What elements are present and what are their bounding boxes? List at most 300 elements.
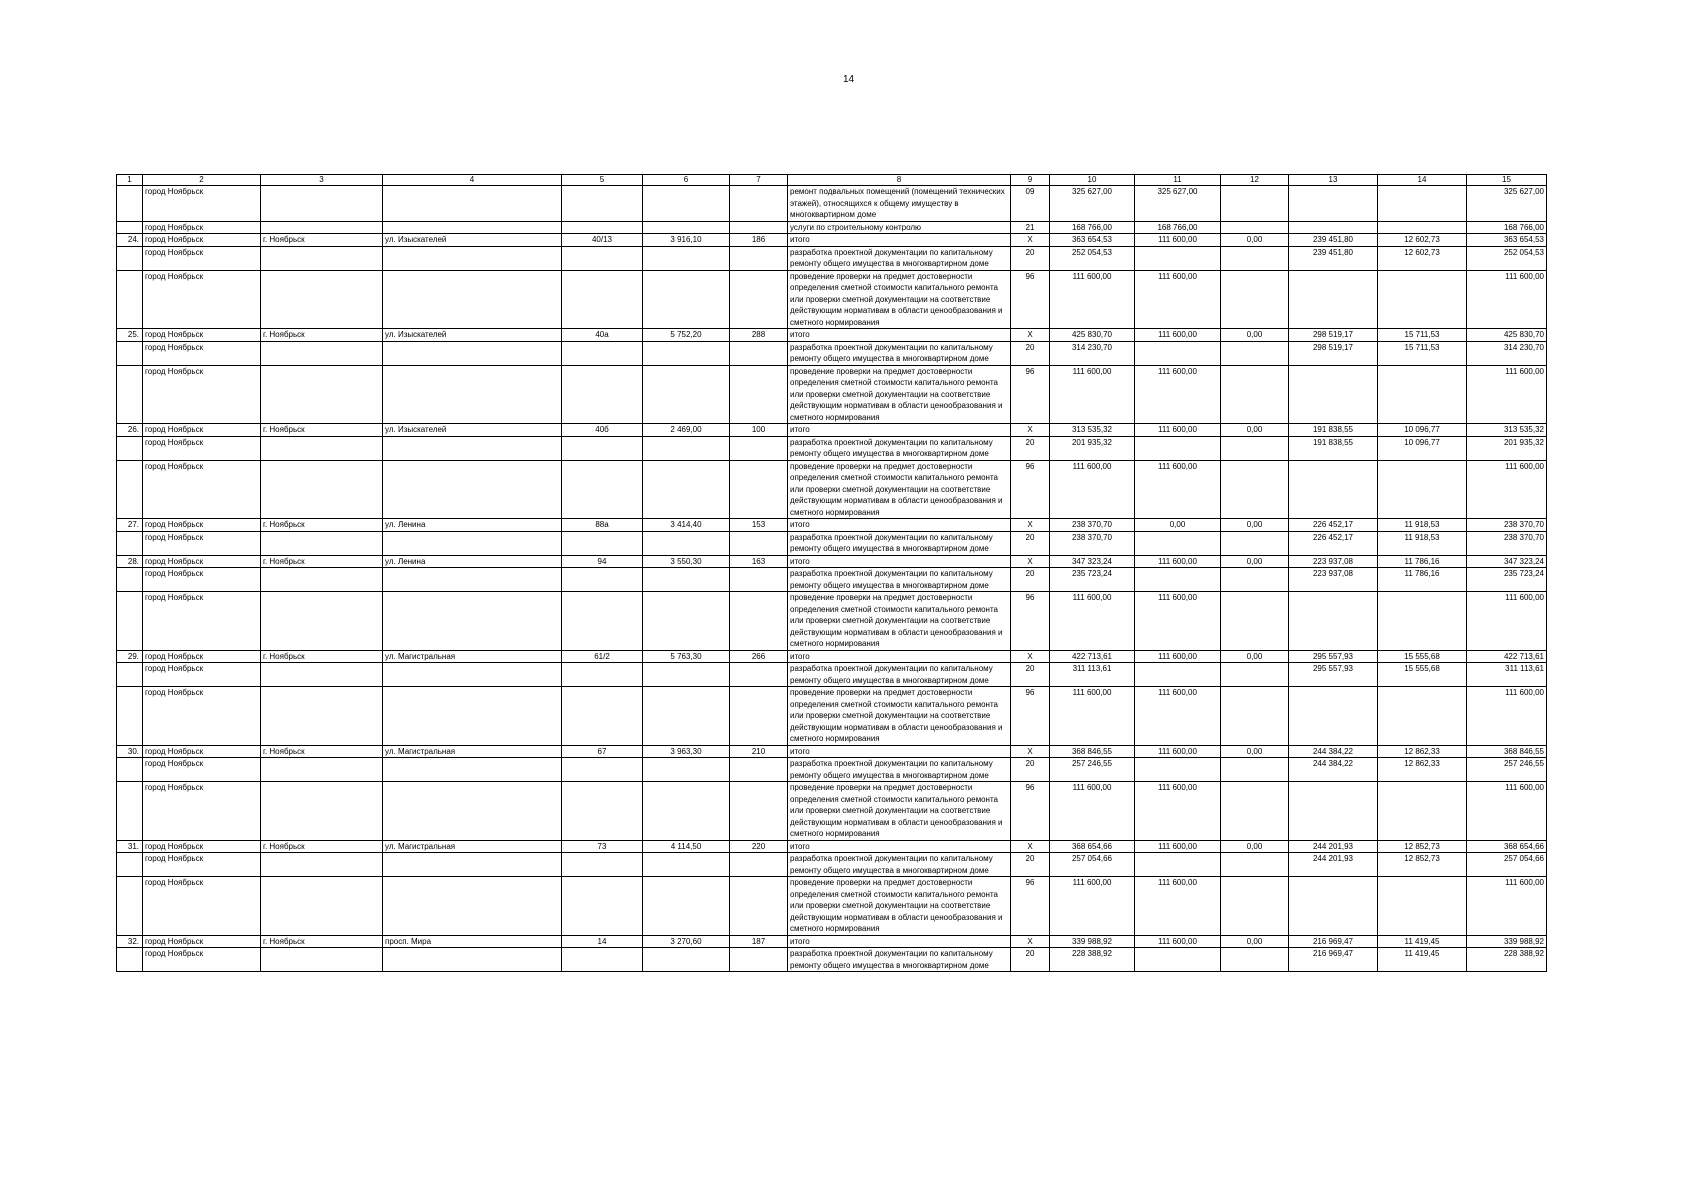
cell-house-number bbox=[562, 221, 643, 234]
cell-col12-value bbox=[1221, 758, 1289, 782]
cell-work-type: проведение проверки на предмет достоверности определения сметной стоимости капитального ремонта или проверки сметной документации на соответствие действующим нормативам в области ценообразования и сметного нормирования bbox=[788, 592, 1011, 651]
cell-col14-value bbox=[1378, 592, 1467, 651]
cell-col14-value bbox=[1378, 221, 1467, 234]
cell-col15-value: 238 370,70 bbox=[1467, 531, 1547, 555]
cell-col14-value bbox=[1378, 186, 1467, 222]
col-header: 11 bbox=[1135, 175, 1221, 186]
cell-col12-value: 0,00 bbox=[1221, 555, 1289, 568]
cell-col15-value: 425 830,70 bbox=[1467, 329, 1547, 342]
cell-municipality: город Ноябрьск bbox=[143, 935, 261, 948]
cell-col12-value: 0,00 bbox=[1221, 519, 1289, 532]
cell-col14-value bbox=[1378, 687, 1467, 746]
cell-col12-value: 0,00 bbox=[1221, 234, 1289, 247]
cell-col15-value: 201 935,32 bbox=[1467, 436, 1547, 460]
cell-municipality: город Ноябрьск bbox=[143, 234, 261, 247]
cell-row-number bbox=[117, 568, 143, 592]
cell-street bbox=[383, 341, 562, 365]
cell-street bbox=[383, 436, 562, 460]
cell-col14-value bbox=[1378, 782, 1467, 841]
cell-work-code: X bbox=[1011, 650, 1050, 663]
cell-col12-value bbox=[1221, 568, 1289, 592]
cell-total-area: 4 114,50 bbox=[643, 840, 730, 853]
cell-total-area: 3 550,30 bbox=[643, 555, 730, 568]
cell-col12-value bbox=[1221, 221, 1289, 234]
cell-total-area bbox=[643, 592, 730, 651]
cell-total-cost: 363 654,53 bbox=[1050, 234, 1135, 247]
cell-col12-value: 0,00 bbox=[1221, 650, 1289, 663]
cell-col11-value: 111 600,00 bbox=[1135, 650, 1221, 663]
cell-col15-value: 368 846,55 bbox=[1467, 745, 1547, 758]
cell-col12-value bbox=[1221, 663, 1289, 687]
cell-col11-value: 168 766,00 bbox=[1135, 221, 1221, 234]
col-header: 13 bbox=[1289, 175, 1378, 186]
cell-col14-value: 15 555,68 bbox=[1378, 663, 1467, 687]
cell-col15-value: 347 323,24 bbox=[1467, 555, 1547, 568]
cell-residents-count bbox=[730, 460, 788, 519]
cell-locality: г. Ноябрьск bbox=[261, 329, 383, 342]
col-header: 1 bbox=[117, 175, 143, 186]
cell-municipality: город Ноябрьск bbox=[143, 568, 261, 592]
cell-house-number bbox=[562, 948, 643, 972]
cell-residents-count: 100 bbox=[730, 424, 788, 437]
cell-row-number bbox=[117, 270, 143, 329]
cell-residents-count bbox=[730, 948, 788, 972]
cell-locality bbox=[261, 221, 383, 234]
cell-house-number: 61/2 bbox=[562, 650, 643, 663]
cell-residents-count: 288 bbox=[730, 329, 788, 342]
cell-street: ул. Изыскателей bbox=[383, 329, 562, 342]
cell-residents-count bbox=[730, 663, 788, 687]
cell-residents-count bbox=[730, 853, 788, 877]
cell-col11-value: 111 600,00 bbox=[1135, 270, 1221, 329]
capital-repair-table-wrapper bbox=[116, 174, 1547, 972]
cell-total-area bbox=[643, 568, 730, 592]
cell-total-cost: 311 113,61 bbox=[1050, 663, 1135, 687]
cell-total-cost: 368 654,66 bbox=[1050, 840, 1135, 853]
cell-col11-value: 111 600,00 bbox=[1135, 424, 1221, 437]
cell-locality bbox=[261, 592, 383, 651]
cell-col15-value: 111 600,00 bbox=[1467, 877, 1547, 936]
cell-residents-count bbox=[730, 592, 788, 651]
cell-work-type: итого bbox=[788, 745, 1011, 758]
cell-col14-value: 11 786,16 bbox=[1378, 555, 1467, 568]
col-header: 2 bbox=[143, 175, 261, 186]
cell-house-number: 14 bbox=[562, 935, 643, 948]
cell-municipality: город Ноябрьск bbox=[143, 877, 261, 936]
cell-house-number: 94 bbox=[562, 555, 643, 568]
cell-house-number bbox=[562, 365, 643, 424]
cell-work-code: 96 bbox=[1011, 782, 1050, 841]
cell-residents-count: 210 bbox=[730, 745, 788, 758]
cell-row-number bbox=[117, 663, 143, 687]
cell-residents-count: 153 bbox=[730, 519, 788, 532]
col-header: 15 bbox=[1467, 175, 1547, 186]
cell-total-cost: 339 988,92 bbox=[1050, 935, 1135, 948]
cell-street bbox=[383, 853, 562, 877]
capital-repair-table bbox=[116, 174, 1547, 972]
cell-col15-value: 311 113,61 bbox=[1467, 663, 1547, 687]
cell-col12-value bbox=[1221, 531, 1289, 555]
cell-work-code: X bbox=[1011, 329, 1050, 342]
cell-house-number bbox=[562, 460, 643, 519]
cell-work-code: X bbox=[1011, 840, 1050, 853]
cell-col13-value: 239 451,80 bbox=[1289, 234, 1378, 247]
cell-col14-value: 11 419,45 bbox=[1378, 935, 1467, 948]
cell-total-area: 2 469,00 bbox=[643, 424, 730, 437]
cell-col13-value: 223 937,08 bbox=[1289, 568, 1378, 592]
cell-col15-value: 257 246,55 bbox=[1467, 758, 1547, 782]
cell-work-code: 20 bbox=[1011, 758, 1050, 782]
cell-residents-count bbox=[730, 186, 788, 222]
table-row bbox=[117, 758, 1547, 782]
cell-total-cost: 314 230,70 bbox=[1050, 341, 1135, 365]
table-row bbox=[117, 341, 1547, 365]
cell-col12-value bbox=[1221, 853, 1289, 877]
cell-municipality: город Ноябрьск bbox=[143, 460, 261, 519]
cell-col11-value: 111 600,00 bbox=[1135, 592, 1221, 651]
cell-row-number bbox=[117, 592, 143, 651]
cell-col15-value: 313 535,32 bbox=[1467, 424, 1547, 437]
cell-col15-value: 111 600,00 bbox=[1467, 592, 1547, 651]
cell-col15-value: 325 627,00 bbox=[1467, 186, 1547, 222]
cell-total-cost: 111 600,00 bbox=[1050, 782, 1135, 841]
cell-row-number: 28. bbox=[117, 555, 143, 568]
cell-municipality: город Ноябрьск bbox=[143, 840, 261, 853]
cell-total-area bbox=[643, 270, 730, 329]
cell-work-code: 09 bbox=[1011, 186, 1050, 222]
cell-col12-value: 0,00 bbox=[1221, 935, 1289, 948]
cell-col11-value: 111 600,00 bbox=[1135, 877, 1221, 936]
table-row bbox=[117, 853, 1547, 877]
cell-col15-value: 111 600,00 bbox=[1467, 365, 1547, 424]
cell-row-number bbox=[117, 460, 143, 519]
cell-total-area bbox=[643, 531, 730, 555]
cell-total-area: 3 270,60 bbox=[643, 935, 730, 948]
cell-col15-value: 168 766,00 bbox=[1467, 221, 1547, 234]
cell-col15-value: 368 654,66 bbox=[1467, 840, 1547, 853]
cell-col12-value bbox=[1221, 782, 1289, 841]
cell-row-number bbox=[117, 365, 143, 424]
col-header: 4 bbox=[383, 175, 562, 186]
cell-col11-value: 111 600,00 bbox=[1135, 329, 1221, 342]
cell-total-area bbox=[643, 186, 730, 222]
cell-total-area: 3 963,30 bbox=[643, 745, 730, 758]
cell-row-number: 31. bbox=[117, 840, 143, 853]
cell-total-cost: 235 723,24 bbox=[1050, 568, 1135, 592]
cell-col12-value bbox=[1221, 948, 1289, 972]
table-row bbox=[117, 568, 1547, 592]
cell-municipality: город Ноябрьск bbox=[143, 592, 261, 651]
cell-total-area: 5 752,20 bbox=[643, 329, 730, 342]
cell-street bbox=[383, 948, 562, 972]
col-header: 12 bbox=[1221, 175, 1289, 186]
cell-residents-count: 186 bbox=[730, 234, 788, 247]
table-row bbox=[117, 329, 1547, 342]
cell-residents-count bbox=[730, 246, 788, 270]
cell-total-cost: 111 600,00 bbox=[1050, 460, 1135, 519]
cell-col13-value bbox=[1289, 782, 1378, 841]
cell-locality bbox=[261, 436, 383, 460]
col-header: 14 bbox=[1378, 175, 1467, 186]
cell-house-number bbox=[562, 270, 643, 329]
cell-col14-value bbox=[1378, 365, 1467, 424]
cell-col13-value: 295 557,93 bbox=[1289, 663, 1378, 687]
cell-locality: г. Ноябрьск bbox=[261, 555, 383, 568]
col-header: 8 bbox=[788, 175, 1011, 186]
cell-work-type: проведение проверки на предмет достоверности определения сметной стоимости капитального ремонта или проверки сметной документации на соответствие действующим нормативам в области ценообразования и сметного нормирования bbox=[788, 365, 1011, 424]
cell-col15-value: 422 713,61 bbox=[1467, 650, 1547, 663]
cell-work-type: проведение проверки на предмет достоверности определения сметной стоимости капитального ремонта или проверки сметной документации на соответствие действующим нормативам в области ценообразования и сметного нормирования bbox=[788, 687, 1011, 746]
cell-work-code: 21 bbox=[1011, 221, 1050, 234]
cell-col12-value bbox=[1221, 341, 1289, 365]
cell-total-cost: 111 600,00 bbox=[1050, 365, 1135, 424]
cell-house-number bbox=[562, 758, 643, 782]
cell-street bbox=[383, 460, 562, 519]
cell-col13-value: 244 384,22 bbox=[1289, 758, 1378, 782]
cell-work-code: 96 bbox=[1011, 365, 1050, 424]
cell-municipality: город Ноябрьск bbox=[143, 782, 261, 841]
cell-col12-value: 0,00 bbox=[1221, 329, 1289, 342]
cell-row-number: 27. bbox=[117, 519, 143, 532]
cell-col14-value: 12 602,73 bbox=[1378, 234, 1467, 247]
cell-col11-value: 111 600,00 bbox=[1135, 782, 1221, 841]
col-header: 7 bbox=[730, 175, 788, 186]
cell-work-code: 20 bbox=[1011, 663, 1050, 687]
cell-row-number bbox=[117, 948, 143, 972]
table-row bbox=[117, 519, 1547, 532]
cell-col15-value: 363 654,53 bbox=[1467, 234, 1547, 247]
cell-total-cost: 425 830,70 bbox=[1050, 329, 1135, 342]
table-row bbox=[117, 687, 1547, 746]
cell-municipality: город Ноябрьск bbox=[143, 758, 261, 782]
cell-work-type: проведение проверки на предмет достоверности определения сметной стоимости капитального ремонта или проверки сметной документации на соответствие действующим нормативам в области ценообразования и сметного нормирования bbox=[788, 877, 1011, 936]
cell-col13-value bbox=[1289, 221, 1378, 234]
cell-total-area bbox=[643, 687, 730, 746]
cell-residents-count: 266 bbox=[730, 650, 788, 663]
cell-total-area bbox=[643, 436, 730, 460]
table-row bbox=[117, 877, 1547, 936]
cell-total-cost: 257 054,66 bbox=[1050, 853, 1135, 877]
col-header: 6 bbox=[643, 175, 730, 186]
cell-col11-value bbox=[1135, 663, 1221, 687]
cell-total-area bbox=[643, 246, 730, 270]
cell-residents-count bbox=[730, 221, 788, 234]
cell-municipality: город Ноябрьск bbox=[143, 555, 261, 568]
cell-residents-count bbox=[730, 877, 788, 936]
cell-house-number bbox=[562, 592, 643, 651]
cell-col13-value: 191 838,55 bbox=[1289, 436, 1378, 460]
cell-row-number bbox=[117, 531, 143, 555]
cell-row-number: 26. bbox=[117, 424, 143, 437]
cell-municipality: город Ноябрьск bbox=[143, 424, 261, 437]
cell-row-number: 25. bbox=[117, 329, 143, 342]
cell-total-area bbox=[643, 365, 730, 424]
table-row bbox=[117, 663, 1547, 687]
cell-row-number bbox=[117, 877, 143, 936]
cell-total-cost: 238 370,70 bbox=[1050, 531, 1135, 555]
cell-street: ул. Изыскателей bbox=[383, 424, 562, 437]
cell-col11-value: 111 600,00 bbox=[1135, 460, 1221, 519]
cell-locality: г. Ноябрьск bbox=[261, 424, 383, 437]
cell-col13-value bbox=[1289, 186, 1378, 222]
cell-locality: г. Ноябрьск bbox=[261, 650, 383, 663]
cell-house-number: 88а bbox=[562, 519, 643, 532]
cell-residents-count bbox=[730, 270, 788, 329]
cell-work-type: проведение проверки на предмет достоверности определения сметной стоимости капитального ремонта или проверки сметной документации на соответствие действующим нормативам в области ценообразования и сметного нормирования bbox=[788, 782, 1011, 841]
cell-street: ул. Магистральная bbox=[383, 840, 562, 853]
cell-col12-value bbox=[1221, 246, 1289, 270]
cell-municipality: город Ноябрьск bbox=[143, 436, 261, 460]
cell-house-number bbox=[562, 186, 643, 222]
cell-residents-count bbox=[730, 531, 788, 555]
cell-col13-value: 216 969,47 bbox=[1289, 948, 1378, 972]
cell-municipality: город Ноябрьск bbox=[143, 745, 261, 758]
cell-row-number bbox=[117, 853, 143, 877]
cell-col12-value bbox=[1221, 365, 1289, 424]
table-row bbox=[117, 782, 1547, 841]
cell-locality bbox=[261, 460, 383, 519]
table-row bbox=[117, 840, 1547, 853]
cell-street: ул. Изыскателей bbox=[383, 234, 562, 247]
table-row bbox=[117, 424, 1547, 437]
cell-row-number bbox=[117, 341, 143, 365]
cell-col13-value: 226 452,17 bbox=[1289, 519, 1378, 532]
cell-work-type: проведение проверки на предмет достоверности определения сметной стоимости капитального ремонта или проверки сметной документации на соответствие действующим нормативам в области ценообразования и сметного нормирования bbox=[788, 270, 1011, 329]
cell-col13-value: 298 519,17 bbox=[1289, 341, 1378, 365]
cell-total-cost: 111 600,00 bbox=[1050, 592, 1135, 651]
cell-col13-value bbox=[1289, 365, 1378, 424]
cell-work-code: X bbox=[1011, 519, 1050, 532]
cell-street bbox=[383, 186, 562, 222]
cell-locality bbox=[261, 853, 383, 877]
cell-total-area bbox=[643, 782, 730, 841]
cell-col14-value: 12 602,73 bbox=[1378, 246, 1467, 270]
cell-locality bbox=[261, 186, 383, 222]
cell-row-number bbox=[117, 782, 143, 841]
cell-col11-value bbox=[1135, 341, 1221, 365]
cell-total-area bbox=[643, 877, 730, 936]
cell-col11-value bbox=[1135, 853, 1221, 877]
cell-street bbox=[383, 531, 562, 555]
cell-street: ул. Ленина bbox=[383, 519, 562, 532]
cell-col15-value: 235 723,24 bbox=[1467, 568, 1547, 592]
cell-col15-value: 257 054,66 bbox=[1467, 853, 1547, 877]
cell-col12-value bbox=[1221, 436, 1289, 460]
cell-col13-value bbox=[1289, 270, 1378, 329]
cell-total-area bbox=[643, 663, 730, 687]
cell-street bbox=[383, 758, 562, 782]
cell-work-code: 20 bbox=[1011, 531, 1050, 555]
cell-street bbox=[383, 365, 562, 424]
cell-work-type: итого bbox=[788, 234, 1011, 247]
cell-locality bbox=[261, 246, 383, 270]
cell-col14-value: 11 918,53 bbox=[1378, 531, 1467, 555]
cell-work-code: 96 bbox=[1011, 460, 1050, 519]
cell-locality bbox=[261, 531, 383, 555]
cell-col14-value: 11 419,45 bbox=[1378, 948, 1467, 972]
cell-col14-value: 12 852,73 bbox=[1378, 840, 1467, 853]
cell-col13-value bbox=[1289, 592, 1378, 651]
cell-row-number bbox=[117, 758, 143, 782]
cell-street bbox=[383, 246, 562, 270]
cell-municipality: город Ноябрьск bbox=[143, 650, 261, 663]
cell-col15-value: 238 370,70 bbox=[1467, 519, 1547, 532]
cell-total-area: 3 414,40 bbox=[643, 519, 730, 532]
cell-col13-value: 244 201,93 bbox=[1289, 840, 1378, 853]
cell-residents-count bbox=[730, 782, 788, 841]
cell-house-number: 67 bbox=[562, 745, 643, 758]
cell-col15-value: 228 388,92 bbox=[1467, 948, 1547, 972]
cell-col12-value: 0,00 bbox=[1221, 745, 1289, 758]
cell-col14-value: 15 711,53 bbox=[1378, 341, 1467, 365]
cell-row-number bbox=[117, 687, 143, 746]
table-row bbox=[117, 460, 1547, 519]
cell-total-area bbox=[643, 460, 730, 519]
cell-municipality: город Ноябрьск bbox=[143, 948, 261, 972]
cell-total-cost: 111 600,00 bbox=[1050, 877, 1135, 936]
table-row bbox=[117, 745, 1547, 758]
page-number: 14 bbox=[842, 74, 855, 85]
cell-work-type: итого bbox=[788, 329, 1011, 342]
cell-col11-value: 0,00 bbox=[1135, 519, 1221, 532]
cell-locality bbox=[261, 948, 383, 972]
table-row bbox=[117, 555, 1547, 568]
cell-municipality: город Ноябрьск bbox=[143, 531, 261, 555]
cell-locality bbox=[261, 877, 383, 936]
cell-residents-count bbox=[730, 758, 788, 782]
cell-house-number bbox=[562, 687, 643, 746]
table-row bbox=[117, 365, 1547, 424]
cell-total-cost: 111 600,00 bbox=[1050, 687, 1135, 746]
table-row bbox=[117, 531, 1547, 555]
cell-residents-count: 163 bbox=[730, 555, 788, 568]
cell-col14-value bbox=[1378, 460, 1467, 519]
cell-total-cost: 257 246,55 bbox=[1050, 758, 1135, 782]
table-row bbox=[117, 592, 1547, 651]
cell-col12-value bbox=[1221, 186, 1289, 222]
cell-municipality: город Ноябрьск bbox=[143, 663, 261, 687]
cell-col15-value: 111 600,00 bbox=[1467, 687, 1547, 746]
cell-street bbox=[383, 687, 562, 746]
cell-locality bbox=[261, 365, 383, 424]
cell-col14-value: 11 786,16 bbox=[1378, 568, 1467, 592]
table-row bbox=[117, 935, 1547, 948]
cell-locality bbox=[261, 782, 383, 841]
cell-total-cost: 228 388,92 bbox=[1050, 948, 1135, 972]
cell-col11-value: 111 600,00 bbox=[1135, 745, 1221, 758]
cell-locality: г. Ноябрьск bbox=[261, 745, 383, 758]
cell-col14-value: 12 852,73 bbox=[1378, 853, 1467, 877]
cell-row-number: 30. bbox=[117, 745, 143, 758]
table-row bbox=[117, 234, 1547, 247]
cell-municipality: город Ноябрьск bbox=[143, 186, 261, 222]
cell-work-type: итого bbox=[788, 935, 1011, 948]
col-header: 10 bbox=[1050, 175, 1135, 186]
cell-work-type: разработка проектной документации по капитальному ремонту общего имущества в многоквартирном доме bbox=[788, 758, 1011, 782]
cell-total-cost: 111 600,00 bbox=[1050, 270, 1135, 329]
cell-house-number: 73 bbox=[562, 840, 643, 853]
cell-work-type: итого bbox=[788, 840, 1011, 853]
cell-col11-value: 111 600,00 bbox=[1135, 935, 1221, 948]
cell-total-cost: 325 627,00 bbox=[1050, 186, 1135, 222]
cell-residents-count bbox=[730, 568, 788, 592]
cell-col15-value: 339 988,92 bbox=[1467, 935, 1547, 948]
cell-street bbox=[383, 568, 562, 592]
cell-municipality: город Ноябрьск bbox=[143, 853, 261, 877]
cell-work-code: 96 bbox=[1011, 270, 1050, 329]
cell-work-type: разработка проектной документации по капитальному ремонту общего имущества в многоквартирном доме bbox=[788, 341, 1011, 365]
cell-municipality: город Ноябрьск bbox=[143, 270, 261, 329]
